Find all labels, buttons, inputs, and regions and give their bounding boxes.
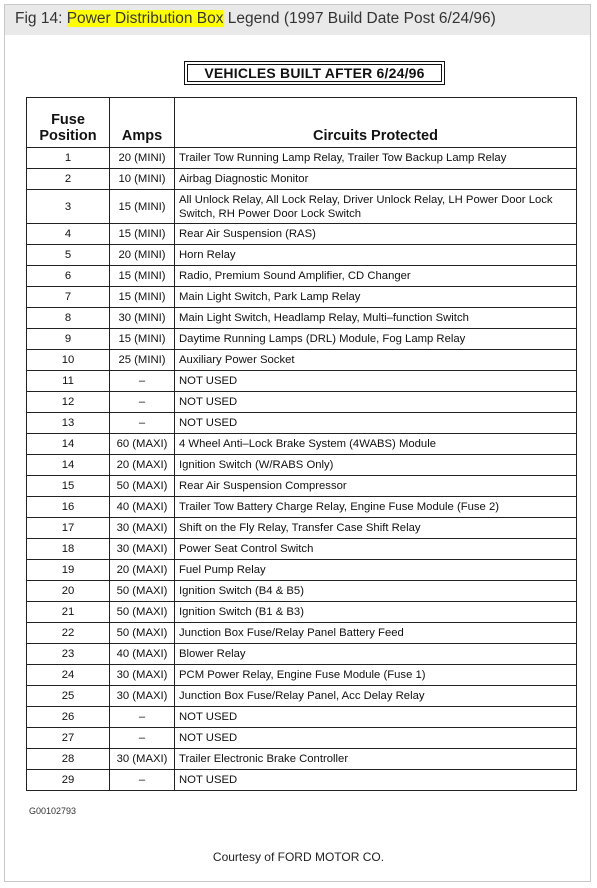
circuits-cell: Horn Relay: [175, 245, 577, 266]
fuse-position-cell: 11: [27, 371, 110, 392]
amps-cell: 60 (MAXI): [110, 434, 175, 455]
fuse-position-cell: 2: [27, 169, 110, 190]
fuse-position-cell: 10: [27, 350, 110, 371]
table-row: [27, 392, 577, 413]
circuits-cell: NOT USED: [175, 728, 577, 749]
fuse-position-cell: 12: [27, 392, 110, 413]
circuits-cell: NOT USED: [175, 392, 577, 413]
amps-cell: 10 (MINI): [110, 169, 175, 190]
circuits-cell: NOT USED: [175, 707, 577, 728]
amps-cell: 15 (MINI): [110, 287, 175, 308]
circuits-cell: Trailer Tow Running Lamp Relay, Trailer Tow Backup Lamp Relay: [175, 148, 577, 169]
column-header-circuits: Circuits Protected: [175, 98, 577, 148]
amps-cell: –: [110, 770, 175, 791]
fuse-position-cell: 26: [27, 707, 110, 728]
circuits-cell: Trailer Electronic Brake Controller: [175, 749, 577, 770]
amps-cell: 50 (MAXI): [110, 602, 175, 623]
circuits-cell: Airbag Diagnostic Monitor: [175, 169, 577, 190]
document-title: [184, 61, 445, 85]
fuse-position-cell: 18: [27, 539, 110, 560]
amps-cell: 50 (MAXI): [110, 581, 175, 602]
circuits-cell: Main Light Switch, Headlamp Relay, Multi–function Switch: [175, 308, 577, 329]
table-row: [27, 539, 577, 560]
amps-cell: –: [110, 413, 175, 434]
fuse-position-cell: 5: [27, 245, 110, 266]
fuse-header-line2: Position: [39, 128, 97, 144]
table-row: [27, 602, 577, 623]
circuits-cell: Daytime Running Lamps (DRL) Module, Fog Lamp Relay: [175, 329, 577, 350]
table-row: [27, 287, 577, 308]
fuse-position-cell: 21: [27, 602, 110, 623]
amps-cell: 50 (MAXI): [110, 623, 175, 644]
figure-code: G00102793: [29, 806, 77, 816]
fuse-position-cell: 6: [27, 266, 110, 287]
amps-cell: 20 (MINI): [110, 148, 175, 169]
fuse-position-cell: 29: [27, 770, 110, 791]
amps-cell: –: [110, 392, 175, 413]
table-row: [27, 434, 577, 455]
amps-cell: 40 (MAXI): [110, 497, 175, 518]
table-row: [27, 581, 577, 602]
amps-cell: –: [110, 728, 175, 749]
table-row: [27, 770, 577, 791]
fuse-position-cell: 22: [27, 623, 110, 644]
circuits-cell: Ignition Switch (B1 & B3): [175, 602, 577, 623]
amps-cell: 15 (MINI): [110, 224, 175, 245]
table-row: [27, 476, 577, 497]
circuits-cell: 4 Wheel Anti–Lock Brake System (4WABS) Module: [175, 434, 577, 455]
fuse-position-cell: 17: [27, 518, 110, 539]
amps-cell: 15 (MINI): [110, 266, 175, 287]
table-row: [27, 371, 577, 392]
table-row: [27, 245, 577, 266]
circuits-cell: Power Seat Control Switch: [175, 539, 577, 560]
fuse-position-cell: 16: [27, 497, 110, 518]
table-row: [27, 560, 577, 581]
table-row: [27, 707, 577, 728]
amps-cell: 30 (MAXI): [110, 665, 175, 686]
table-row: [27, 455, 577, 476]
amps-cell: 30 (MINI): [110, 308, 175, 329]
fuse-position-cell: 4: [27, 224, 110, 245]
table-row: [27, 266, 577, 287]
table-row: [27, 148, 577, 169]
table-row: [27, 169, 577, 190]
fuse-position-cell: 14: [27, 455, 110, 476]
circuits-cell: Junction Box Fuse/Relay Panel Battery Feed: [175, 623, 577, 644]
amps-cell: –: [110, 371, 175, 392]
fuse-position-cell: 15: [27, 476, 110, 497]
table-row: [27, 644, 577, 665]
table-row: [27, 329, 577, 350]
fuse-legend-table: [26, 97, 577, 791]
table-row: [27, 665, 577, 686]
table-row: [27, 518, 577, 539]
circuits-cell: Rear Air Suspension Compressor: [175, 476, 577, 497]
amps-cell: 30 (MAXI): [110, 518, 175, 539]
courtesy-credit: Courtesy of FORD MOTOR CO.: [212, 850, 385, 864]
circuits-cell: Junction Box Fuse/Relay Panel, Acc Delay Relay: [175, 686, 577, 707]
table-header-row: [27, 98, 577, 148]
column-header-fuse-position: [27, 98, 110, 148]
amps-cell: 15 (MINI): [110, 329, 175, 350]
table-row: [27, 728, 577, 749]
fuse-header-line1: Fuse: [51, 112, 85, 128]
fuse-position-cell: 28: [27, 749, 110, 770]
fuse-position-cell: 24: [27, 665, 110, 686]
circuits-cell: Shift on the Fly Relay, Transfer Case Shift Relay: [175, 518, 577, 539]
caption-suffix: Legend (1997 Build Date Post 6/24/96): [223, 10, 496, 27]
amps-cell: 30 (MAXI): [110, 749, 175, 770]
fuse-position-cell: 25: [27, 686, 110, 707]
fuse-position-cell: 8: [27, 308, 110, 329]
fuse-position-cell: 3: [27, 190, 110, 224]
fuse-position-cell: 19: [27, 560, 110, 581]
amps-cell: 20 (MINI): [110, 245, 175, 266]
table-row: [27, 224, 577, 245]
table-row: [27, 413, 577, 434]
document-title-text: VEHICLES BUILT AFTER 6/24/96: [204, 65, 425, 81]
caption-highlight: Power Distribution Box: [66, 10, 224, 27]
fuse-position-cell: 9: [27, 329, 110, 350]
table-row: [27, 623, 577, 644]
table-row: [27, 749, 577, 770]
circuits-cell: Ignition Switch (B4 & B5): [175, 581, 577, 602]
fuse-position-cell: 23: [27, 644, 110, 665]
amps-cell: 20 (MAXI): [110, 560, 175, 581]
column-header-amps: Amps: [110, 98, 175, 148]
fuse-position-cell: 13: [27, 413, 110, 434]
figure-caption: [5, 5, 590, 35]
fuse-position-cell: 20: [27, 581, 110, 602]
circuits-cell: Radio, Premium Sound Amplifier, CD Changer: [175, 266, 577, 287]
circuits-cell: Trailer Tow Battery Charge Relay, Engine Fuse Module (Fuse 2): [175, 497, 577, 518]
table-row: [27, 497, 577, 518]
table-row: [27, 308, 577, 329]
circuits-cell: Rear Air Suspension (RAS): [175, 224, 577, 245]
circuits-cell: NOT USED: [175, 413, 577, 434]
fuse-position-cell: 27: [27, 728, 110, 749]
amps-cell: 30 (MAXI): [110, 539, 175, 560]
circuits-cell: Ignition Switch (W/RABS Only): [175, 455, 577, 476]
circuits-cell: PCM Power Relay, Engine Fuse Module (Fuse 1): [175, 665, 577, 686]
circuits-cell: NOT USED: [175, 371, 577, 392]
amps-cell: 50 (MAXI): [110, 476, 175, 497]
table-row: [27, 350, 577, 371]
table-row: [27, 190, 577, 224]
amps-cell: 25 (MINI): [110, 350, 175, 371]
amps-cell: 40 (MAXI): [110, 644, 175, 665]
amps-cell: 30 (MAXI): [110, 686, 175, 707]
amps-cell: 20 (MAXI): [110, 455, 175, 476]
amps-cell: 15 (MINI): [110, 190, 175, 224]
fuse-rows: [27, 148, 577, 791]
fuse-position-cell: 1: [27, 148, 110, 169]
circuits-cell: Blower Relay: [175, 644, 577, 665]
amps-cell: –: [110, 707, 175, 728]
circuits-cell: NOT USED: [175, 770, 577, 791]
circuits-cell: Fuel Pump Relay: [175, 560, 577, 581]
circuits-cell: Main Light Switch, Park Lamp Relay: [175, 287, 577, 308]
circuits-cell: Auxiliary Power Socket: [175, 350, 577, 371]
fuse-position-cell: 14: [27, 434, 110, 455]
circuits-cell: All Unlock Relay, All Lock Relay, Driver Unlock Relay, LH Power Door Lock Switch, RH Power Door Lock Switch: [175, 190, 577, 224]
table-row: [27, 686, 577, 707]
caption-prefix: Fig 14:: [15, 10, 67, 27]
fuse-position-cell: 7: [27, 287, 110, 308]
